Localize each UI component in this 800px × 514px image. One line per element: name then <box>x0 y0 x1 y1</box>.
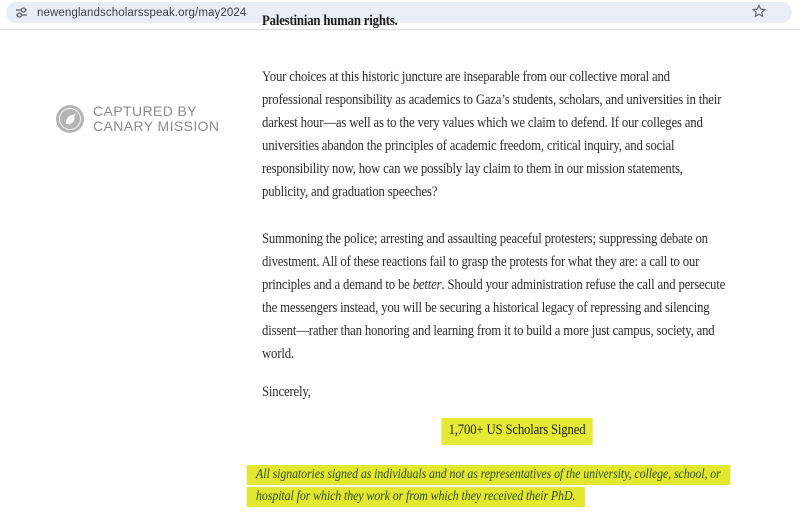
watermark-line1: CAPTURED BY <box>93 103 197 119</box>
letter-line: Your choices at this historic juncture are inseparable from our collective moral and <box>262 69 670 85</box>
letter-body <box>256 0 789 509</box>
bookmark-star-icon[interactable] <box>751 3 767 19</box>
letter-line-segment: . Should your administration refuse the call and persecute <box>441 277 726 293</box>
paragraph-summoning <box>262 228 789 366</box>
captured-watermark <box>56 104 219 134</box>
letter-line-segment: principles and a demand to be <box>262 277 413 293</box>
disclaimer-line <box>247 487 789 507</box>
watermark-text <box>93 104 219 134</box>
clipped-heading-sliver <box>262 13 582 30</box>
canary-bird-icon <box>56 105 84 133</box>
signatories-disclaimer <box>247 465 789 507</box>
letter-line: professional responsibility as academics to Gaza’s students, scholars, and universities in their <box>262 92 722 108</box>
disclaimer-highlight: All signatories signed as individuals and not as representatives of the university, college, school, or <box>247 465 730 485</box>
letter-line: divestment. All of these reactions fail to grasp the protests for what they are: a call to our <box>262 254 700 270</box>
paragraph-choices <box>262 66 789 204</box>
letter-line: responsibility now, how can we possibly lay claim to them in our mission statements, <box>262 161 683 177</box>
url-text[interactable]: newenglandscholarsspeak.org/may2024 <box>37 6 247 19</box>
letter-line: Summoning the police; arresting and assaulting peaceful protesters; suppressing debate on <box>262 231 708 247</box>
letter-line: dissent—rather than honoring and learning from it to build a more just campus, society, and <box>262 323 715 339</box>
disclaimer-line <box>247 465 789 485</box>
closing-sincerely: Sincerely, <box>262 384 311 400</box>
letter-line <box>262 274 789 297</box>
letter-line: the messengers instead, you will be securing a historical legacy of repressing and silencing <box>262 300 710 316</box>
scholars-signed-badge: 1,700+ US Scholars Signed <box>441 418 593 445</box>
letter-line: universities abandon the principles of academic freedom, critical inquiry, and social <box>262 138 675 154</box>
site-controls-icon[interactable] <box>15 6 28 19</box>
clipped-heading-text: Palestinian human rights. <box>262 13 398 29</box>
letter-line: world. <box>262 346 294 362</box>
disclaimer-highlight: hospital for which they work or from which they received their PhD. <box>247 487 585 507</box>
letter-line: darkest hour—as well as to the very values which we claim to defend. If our colleges and <box>262 115 703 131</box>
letter-line: publicity, and graduation speeches? <box>262 184 438 200</box>
emphasized-word: better <box>412 277 442 293</box>
watermark-line2: CANARY MISSION <box>93 118 220 134</box>
signed-badge-row <box>262 418 772 445</box>
